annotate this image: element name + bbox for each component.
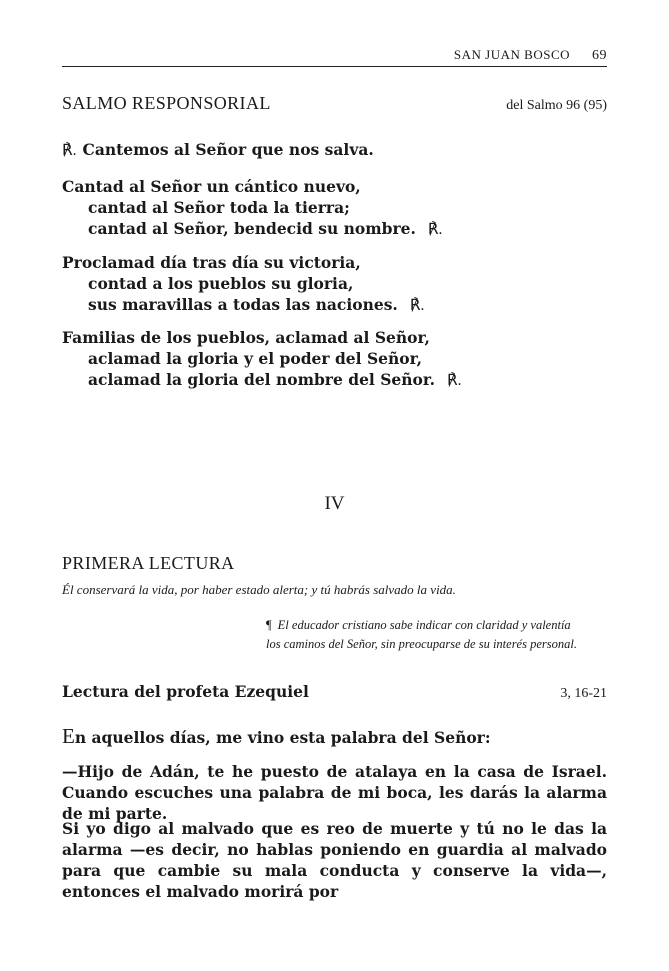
- initial-letter: E: [62, 724, 75, 748]
- note-line: El educador cristiano sabe indicar con claridad y valentía: [277, 618, 571, 632]
- stanza-line: cantad al Señor toda la tierra;: [88, 198, 350, 217]
- response-symbol: ℟.: [447, 372, 462, 389]
- reading-book-row: [62, 682, 607, 702]
- stanza-line: aclamad la gloria y el poder del Señor,: [88, 349, 423, 368]
- reading-paragraph-3: Si yo digo al malvado que es reo de muerte y tú no le das la alarma —es decir, no hablas poniendo en guardia al malvado para que cambie su mala conducta y conserve la vida—, entonces el malvado morirá por: [62, 819, 607, 901]
- psalm-stanza-3: [62, 327, 462, 391]
- reading-heading: [62, 553, 607, 574]
- psalm-title: SALMO RESPONSORIAL: [62, 93, 271, 113]
- header-rule: [62, 66, 607, 67]
- reading-paragraph-1: [62, 726, 607, 748]
- stanza-line: Proclamad día tras día su victoria,: [62, 253, 361, 272]
- pilcrow-icon: ¶: [266, 618, 272, 632]
- reading-paragraph-2: —Hijo de Adán, te he puesto de atalaya en la casa de Israel. Cuando escuches una palabra de mi boca, les darás la alarma de mi parte.: [62, 762, 607, 823]
- psalm-stanza-2: [62, 252, 424, 316]
- stanza-line: aclamad la gloria del nombre del Señor.: [88, 370, 436, 389]
- reading-note: [266, 616, 607, 654]
- reading-book: Lectura del profeta Ezequiel: [62, 682, 309, 701]
- reading-title: PRIMERA LECTURA: [62, 553, 235, 573]
- section-numeral: IV: [324, 493, 345, 514]
- stanza-line: Cantad al Señor un cántico nuevo,: [62, 177, 361, 196]
- paragraph-text: n aquellos días, me vino esta palabra del Señor:: [74, 728, 491, 747]
- note-line: los caminos del Señor, sin preocuparse de su interés personal.: [266, 637, 577, 651]
- reading-summary: Él conservará la vida, por haber estado alerta; y tú habrás salvado la vida.: [62, 582, 456, 597]
- page-number: 69: [592, 48, 607, 63]
- response-symbol: ℟.: [427, 221, 443, 238]
- psalm-source: del Salmo 96 (95): [506, 98, 607, 113]
- stanza-line: sus maravillas a todas las naciones.: [88, 295, 398, 314]
- response-symbol: ℟.: [409, 297, 425, 314]
- stanza-line: cantad al Señor, bendecid su nombre.: [88, 219, 416, 238]
- psalm-heading: [62, 93, 607, 114]
- stanza-line: contad a los pueblos su gloria,: [88, 274, 354, 293]
- psalm-stanza-1: [62, 176, 442, 240]
- stanza-line: Familias de los pueblos, aclamad al Señor,: [62, 328, 430, 347]
- running-title: SAN JUAN BOSCO: [453, 47, 570, 62]
- running-head: [454, 47, 607, 64]
- psalm-response: [62, 139, 374, 161]
- response-symbol: ℟.: [62, 142, 77, 159]
- response-text: Cantemos al Señor que nos salva.: [82, 140, 374, 159]
- reading-citation: 3, 16-21: [560, 686, 607, 701]
